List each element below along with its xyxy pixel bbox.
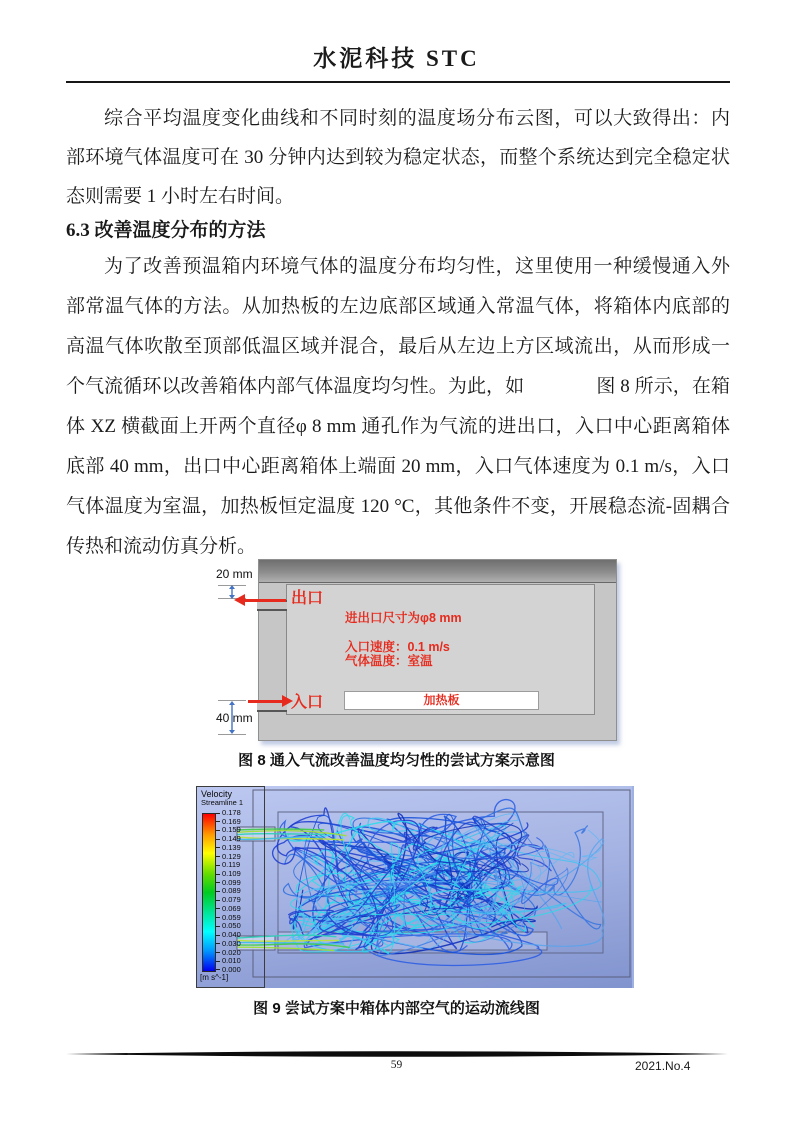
box-lid	[259, 560, 616, 583]
footer-rule	[66, 1051, 728, 1059]
inlet-arrow	[248, 700, 282, 703]
outlet-arrow	[244, 599, 286, 602]
heater-plate: 加热板	[344, 691, 539, 710]
legend-tick: 0.050	[216, 922, 262, 931]
figure-8-schematic	[210, 556, 630, 746]
colorbar	[202, 813, 216, 972]
note-inlet-velocity: 入口速度：0.1 m/s	[345, 640, 450, 654]
legend-tick: 0.069	[216, 905, 262, 914]
figure-8-caption: 图 8 通入气流改善温度均匀性的尝试方案示意图	[238, 752, 555, 769]
issue-number: 2021.No.4	[635, 1059, 691, 1073]
legend-tick: 0.089	[216, 887, 262, 896]
legend-ticks	[216, 809, 262, 975]
dimension-arrow-40mm-icon	[227, 701, 237, 734]
figure-9-streamline-plot	[196, 786, 634, 988]
dimension-20mm-label: 20 mm	[216, 567, 253, 581]
paragraph-2	[66, 247, 730, 567]
legend-tick: 0.079	[216, 896, 262, 905]
legend-tick: 0.169	[216, 818, 262, 827]
figure-9-caption: 图 9 尝试方案中箱体内部空气的运动流线图	[253, 1000, 540, 1017]
legend-tick: 0.159	[216, 826, 262, 835]
outlet-arrowhead-icon	[234, 594, 245, 606]
legend-subtitle: Streamline 1	[201, 798, 244, 807]
legend-tick: 0.059	[216, 914, 262, 923]
header-rule	[66, 81, 730, 83]
legend-tick: 0.010	[216, 957, 262, 966]
note-gas-temperature: 气体温度：室温	[345, 654, 433, 668]
legend-tick: 0.119	[216, 861, 262, 870]
legend-tick: 0.139	[216, 844, 262, 853]
outlet-label: 出口	[291, 590, 324, 607]
legend-tick: 0.030	[216, 940, 262, 949]
legend-tick: 0.040	[216, 931, 262, 940]
legend-tick: 0.149	[216, 835, 262, 844]
legend-unit: [m s^-1]	[200, 973, 229, 982]
legend-tick: 0.000	[216, 966, 262, 975]
paragraph-2-text-a: 为了改善预温箱内环境气体的温度分布均匀性，这里使用一种缓慢通入外部常温气体的方法。从加热板的左边底部区域通入常温气体，将箱体内底部的高温气体吹散至顶部低温区域并混合，最后从左边上方区域流出，从而形成一个气流循环以改善箱体内部气体温度均匀性。为此，如	[66, 256, 730, 397]
inlet-arrowhead-icon	[282, 695, 293, 707]
dimension-tick	[218, 734, 246, 735]
note-port-size: 进出口尺寸为φ8 mm	[345, 611, 462, 625]
box-body	[258, 559, 617, 741]
legend-tick: 0.020	[216, 949, 262, 958]
paragraph-2-text-b: 图 8 所示，在箱体 XZ 横截面上开两个直径φ 8 mm 通孔作为气流的进出口，入口中心距离箱体底部 40 mm，出口中心距离箱体上端面 20 mm，入口气体速度为 0.1 m/s，入口气体温度为室温，加热板恒定温度 120 °C，其他条件不变，开展稳态流-固耦合传热和流动仿真分析。	[66, 376, 730, 557]
legend-title: Velocity	[201, 789, 233, 799]
velocity-legend	[196, 786, 265, 988]
inlet-label: 入口	[291, 694, 324, 711]
legend-tick: 0.109	[216, 870, 262, 879]
legend-tick: 0.178	[216, 809, 262, 818]
journal-title: 水泥科技 STC	[313, 46, 480, 71]
section-heading: 6.3 改善温度分布的方法	[66, 219, 266, 241]
legend-tick: 0.129	[216, 853, 262, 862]
page-number: 59	[390, 1059, 403, 1071]
paragraph-1: 综合平均温度变化曲线和不同时刻的温度场分布云图，可以大致得出：内部环境气体温度可在 30 分钟内达到较为稳定状态，而整个系统达到完全稳定状态则需要 1 小时左右时间。	[66, 108, 730, 207]
legend-tick: 0.099	[216, 879, 262, 888]
dimension-40mm-label: 40 mm	[216, 711, 253, 725]
